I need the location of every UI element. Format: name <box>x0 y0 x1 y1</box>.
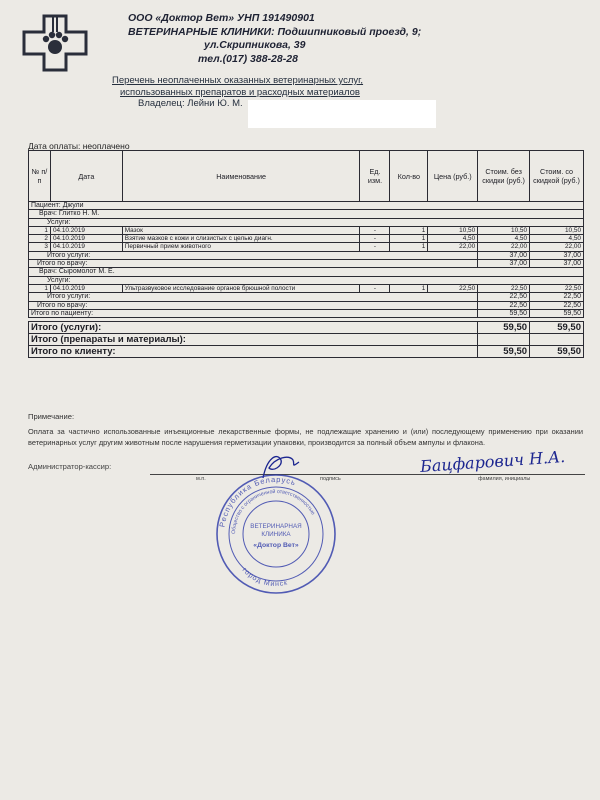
grand-materials-cost-no-discount <box>478 334 530 346</box>
mp-label: м.п. <box>196 476 206 482</box>
clinic-stamp-seal <box>214 472 338 596</box>
row-price: 10,50 <box>428 226 478 234</box>
grand-client-cost-no-discount: 59,50 <box>478 346 530 358</box>
grand-client-label: Итого по клиенту: <box>29 346 478 358</box>
grand-client-cost-discount: 59,50 <box>530 346 584 358</box>
doctor-label: Врач: Сыромолот М. Е. <box>29 268 584 276</box>
header-line-4: тел.(017) 388-28-28 <box>198 52 298 65</box>
note-text: Оплата за частично использованные инъекционные лекарственные формы, не подлежащие хранению и (или) последующему применению при оказании ветеринарных услуг другим животным после нарушения герметизации упаковки, производится за полный объем ампулы и флакона. <box>28 427 583 447</box>
row-qty: 1 <box>390 243 428 251</box>
col-date: Дата <box>50 151 122 202</box>
row-unit: - <box>360 284 390 292</box>
row-price: 4,50 <box>428 235 478 243</box>
patient-total-row <box>29 309 584 317</box>
doctor-row <box>29 268 584 276</box>
stamp-center-line-3: «Доктор Вет» <box>253 542 299 549</box>
row-date: 04.10.2019 <box>50 284 122 292</box>
row-price: 22,50 <box>428 284 478 292</box>
patient-total-cost-discount: 59,50 <box>530 309 584 317</box>
col-price: Цена (руб.) <box>428 151 478 202</box>
subtotal-row <box>29 293 584 301</box>
row-date: 04.10.2019 <box>50 243 122 251</box>
row-cost-discount: 22,00 <box>530 243 584 251</box>
doctor-total-cost-discount: 37,00 <box>530 260 584 268</box>
title-line-1: Перечень неоплаченных оказанных ветеринарных услуг, <box>112 75 364 86</box>
row-num: 1 <box>29 284 51 292</box>
row-unit: - <box>360 226 390 234</box>
initials-label: фамилия, инициалы <box>478 476 531 482</box>
subtotal-cost-no-discount: 37,00 <box>478 251 530 259</box>
doctor-total-row <box>29 260 584 268</box>
row-cost-discount: 4,50 <box>530 235 584 243</box>
row-num: 2 <box>29 235 51 243</box>
grand-materials-cost-discount <box>530 334 584 346</box>
doctor-total-cost-no-discount: 37,00 <box>478 260 530 268</box>
subtotal-cost-no-discount: 22,50 <box>478 293 530 301</box>
patient-total-cost-no-discount: 59,50 <box>478 309 530 317</box>
row-cost-no-discount: 22,50 <box>478 284 530 292</box>
col-qty: Кол-во <box>390 151 428 202</box>
col-num: № п/п <box>29 151 51 202</box>
doctor-total-label: Итого по врачу: <box>29 260 478 268</box>
header-line-3: ул.Скрипникова, 39 <box>204 39 306 51</box>
col-cost-no-discount: Стоим. без скидки (руб.) <box>478 151 530 202</box>
subtotal-cost-discount: 22,50 <box>530 293 584 301</box>
grand-services-cost-no-discount: 59,50 <box>478 322 530 334</box>
signature-name: Бацфарович Н.А. <box>419 446 566 477</box>
grand-materials-label: Итого (препараты и материалы): <box>29 334 478 346</box>
clinic-logo-icon <box>20 14 90 72</box>
row-qty: 1 <box>390 226 428 234</box>
doctor-total-cost-no-discount: 22,50 <box>478 301 530 309</box>
patient-row <box>29 202 584 210</box>
header-line-2: ВЕТЕРИНАРНЫЕ КЛИНИКИ: Подшипниковый проезд, 9; <box>128 25 422 38</box>
row-qty: 1 <box>390 235 428 243</box>
row-date: 04.10.2019 <box>50 235 122 243</box>
row-name: Ультразвуковое исследование органов брюшной полости <box>122 284 360 292</box>
clinic-header <box>128 12 428 66</box>
redaction-mask <box>248 100 436 128</box>
row-price: 22,00 <box>428 243 478 251</box>
row-cost-no-discount: 22,00 <box>478 243 530 251</box>
signature-label: подпись <box>320 476 341 482</box>
doctor-total-cost-discount: 22,50 <box>530 301 584 309</box>
row-cost-no-discount: 4,50 <box>478 235 530 243</box>
doctor-label: Врач: Глитко Н. М. <box>29 210 584 218</box>
header-line-1: ООО «Доктор Вет» УНП 191490901 <box>128 12 315 24</box>
col-unit: Ед. изм. <box>360 151 390 202</box>
table-row <box>29 243 584 251</box>
doctor-total-row <box>29 301 584 309</box>
services-table <box>28 150 584 358</box>
table-row <box>29 226 584 234</box>
stamp-ring-outer: Республика Беларусь <box>217 474 298 528</box>
payment-date: Дата оплаты: неоплачено <box>28 141 130 151</box>
admin-label: Администратор-кассир: <box>28 462 112 471</box>
title-line-2: использованных препаратов и расходных материалов <box>120 86 360 98</box>
subtotal-cost-discount: 37,00 <box>530 251 584 259</box>
grand-services-label: Итого (услуги): <box>29 322 478 334</box>
col-cost-discount: Стоим. со скидкой (руб.) <box>530 151 584 202</box>
stamp-center-line-1: ВЕТЕРИНАРНАЯ <box>250 523 302 530</box>
stamp-ring-top: Общество с ограниченной ответственностью <box>230 488 316 535</box>
owner-line: Владелец: Лейни Ю. М. <box>138 98 243 109</box>
row-name: Мазок <box>122 226 360 234</box>
col-name: Наименование <box>122 151 360 202</box>
stamp-center-line-2: КЛИНИКА <box>261 531 291 538</box>
row-num: 3 <box>29 243 51 251</box>
grand-services-cost-discount: 59,50 <box>530 322 584 334</box>
row-num: 1 <box>29 226 51 234</box>
patient-total-label: Итого по пациенту: <box>29 309 478 317</box>
row-cost-no-discount: 10,50 <box>478 226 530 234</box>
grand-total-services-row <box>29 322 584 334</box>
row-cost-discount: 10,50 <box>530 226 584 234</box>
row-unit: - <box>360 235 390 243</box>
svg-text:Республика Беларусь <box>217 475 297 528</box>
doctor-row <box>29 210 584 218</box>
svg-text:город Минск <box>241 567 289 588</box>
note-label: Примечание: <box>28 412 75 421</box>
subtotal-label: Итого услуги: <box>29 251 478 259</box>
services-label: Услуги: <box>29 276 584 284</box>
table-row <box>29 284 584 292</box>
patient-label: Пациент: Джули <box>29 202 584 210</box>
row-date: 04.10.2019 <box>50 226 122 234</box>
subtotal-row <box>29 251 584 259</box>
row-name: Взятие мазков с кожи и слизистых с целью диагн. <box>122 235 360 243</box>
services-label: Услуги: <box>29 218 584 226</box>
row-name: Первичный прием животного <box>122 243 360 251</box>
services-label-row <box>29 218 584 226</box>
grand-total-client-row <box>29 346 584 358</box>
row-cost-discount: 22,50 <box>530 284 584 292</box>
doctor-total-label: Итого по врачу: <box>29 301 478 309</box>
stamp-ring-bottom: город Минск <box>240 566 289 589</box>
grand-total-materials-row <box>29 334 584 346</box>
services-label-row <box>29 276 584 284</box>
row-unit: - <box>360 243 390 251</box>
table-header <box>29 151 584 202</box>
table-row <box>29 235 584 243</box>
subtotal-label: Итого услуги: <box>29 293 478 301</box>
row-qty: 1 <box>390 284 428 292</box>
